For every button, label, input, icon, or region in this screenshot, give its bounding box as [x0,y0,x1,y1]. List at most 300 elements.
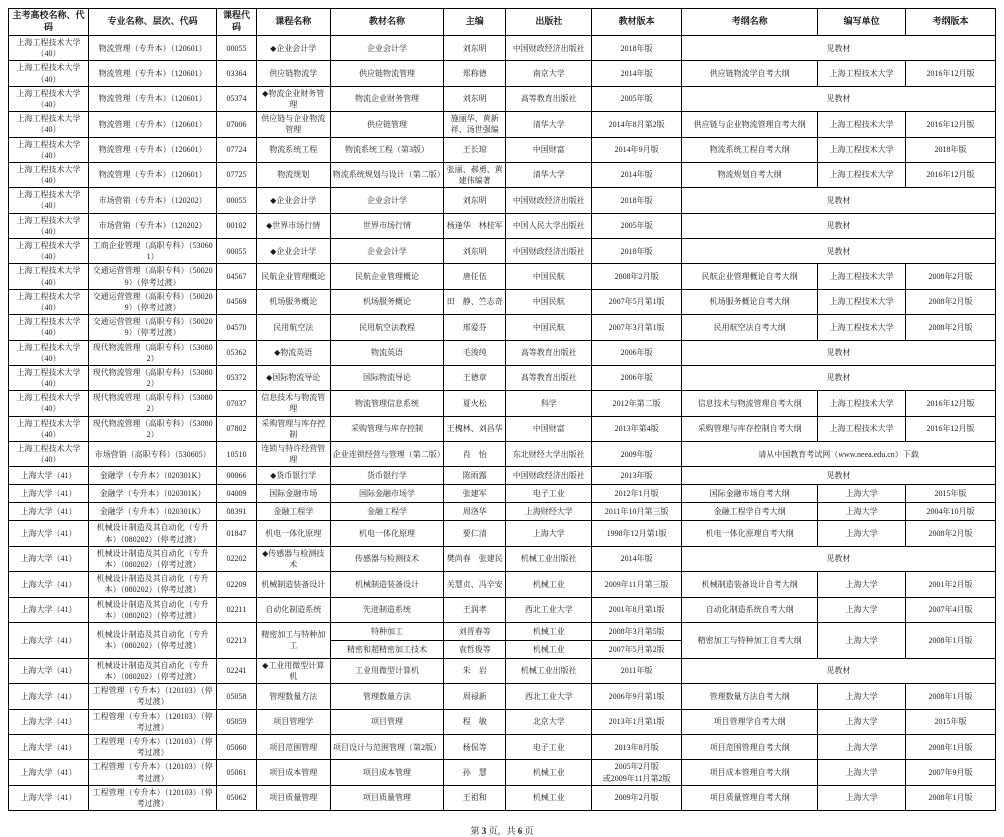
edition-cell: 2007年3月第1版 [592,315,682,340]
major-cell: 金融学（专升本）（020301K） [88,503,216,521]
textbook-cell: 企业会计学 [330,36,444,61]
course-code-cell: 08391 [217,503,256,521]
table-row [9,709,996,734]
outline-version-cell: 2016年12月版 [906,416,996,441]
major-cell: 交通运营管理（高职专科）（500209）（停考过渡） [88,315,216,340]
major-cell: 工商企业管理（高职专科）（530601） [88,239,216,264]
course-code-cell: 02211 [217,597,256,622]
outline-name-cell: 精密加工与特种加工自考大纲 [682,622,818,658]
editor-cell: 杨逢华 林桂军 [444,213,506,238]
publisher-cell: 西北工业大学 [506,684,592,709]
course-name-cell: 精密加工与特种加工 [256,622,330,658]
outline-unit-cell: 上海大学 [818,572,906,597]
school-cell: 上海大学（41） [9,785,89,810]
major-cell: 市场营销（专升本）（120202） [88,213,216,238]
course-code-cell: 07724 [217,137,256,162]
editor-cell: 朱 岩 [444,658,506,683]
edition-cell: 2006年9月第1版 [592,684,682,709]
table-row [9,785,996,810]
course-name-cell: 项目成本管理 [256,760,330,785]
outline-unit-cell: 上海工程技术大学 [818,264,906,289]
editor-cell: 王槐林、刘昌华 [444,416,506,441]
edition-cell: 2012年第二版 [592,391,682,416]
table-row [9,735,996,760]
publisher-cell: 清华大学 [506,162,592,187]
table-row [9,315,996,340]
major-cell: 机械设计制造及其自动化（专升本）（080202）（停考过渡） [88,622,216,658]
major-cell: 机械设计制造及其自动化（专升本）（080202）（停考过渡） [88,597,216,622]
outline-version-cell: 2007年9月版 [906,760,996,785]
page-footer [0,824,1004,837]
course-name-cell: 机电一体化原理 [256,521,330,546]
edition-cell: 2001年8月第1版 [592,597,682,622]
publisher-cell: 科学 [506,391,592,416]
school-cell: 上海工程技术大学（40） [9,239,89,264]
editor-cell: 杨侃等 [444,735,506,760]
editor-cell: 夏火松 [444,391,506,416]
edition-cell: 2006年版 [592,365,682,390]
outline-name-cell: 自动化制造系统自考大纲 [682,597,818,622]
outline-unit-cell: 上海大学 [818,785,906,810]
major-cell: 物流管理（专升本）（120601） [88,86,216,111]
publisher-cell: 高等教育出版社 [506,86,592,111]
school-cell: 上海大学（41） [9,597,89,622]
publisher-cell: 机械工业 [506,640,592,658]
publisher-cell: 机械工业 [506,760,592,785]
course-name-cell: 金融工程学 [256,503,330,521]
outline-version-cell: 2016年12月版 [906,112,996,137]
course-code-cell: 05372 [217,365,256,390]
outline-unit-cell: 上海大学 [818,709,906,734]
major-cell: 机械设计制造及其自动化（专升本）（080202）（停考过渡） [88,546,216,571]
textbook-cell: 国际物流导论 [330,365,444,390]
outline-name-cell: 民用航空法自考大纲 [682,315,818,340]
school-cell: 上海大学（41） [9,467,89,485]
course-name-cell: 物流规划 [256,162,330,187]
course-name-cell: 机械制造装备设计 [256,572,330,597]
textbook-cell: 供应链管理 [330,112,444,137]
textbook-cell: 企业会计学 [330,188,444,213]
column-header: 课程代码 [217,9,256,36]
major-cell: 物流管理（专升本）（120601） [88,36,216,61]
editor-cell: 陈雨露 [444,467,506,485]
course-code-cell: 04009 [217,485,256,503]
course-name-cell: ◆世界市场行情 [256,213,330,238]
outline-name-cell: 机电一体化原理自考大纲 [682,521,818,546]
publisher-cell: 东北财经大学出版社 [506,442,592,467]
outline-version-cell: 2016年12月版 [906,61,996,86]
editor-cell: 田 静、竺志奇 [444,289,506,314]
course-name-cell: ◆物流企业财务管理 [256,86,330,111]
edition-cell: 2009年2月版 [592,785,682,810]
column-header: 课程名称 [256,9,330,36]
publisher-cell: 中国民航 [506,264,592,289]
course-code-cell: 04569 [217,289,256,314]
outline-unit-cell: 上海大学 [818,521,906,546]
outline-unit-cell: 上海工程技术大学 [818,416,906,441]
publisher-cell: 高等教育出版社 [506,340,592,365]
outline-merged-cell: 见教材 [682,36,996,61]
editor-cell: 肖 怡 [444,442,506,467]
outline-name-cell: 项目成本管理自考大纲 [682,760,818,785]
editor-cell: 刘东明 [444,239,506,264]
publisher-cell: 电子工业 [506,485,592,503]
course-code-cell: 07006 [217,112,256,137]
course-code-cell: 03364 [217,61,256,86]
course-name-cell: ◆国际物流导论 [256,365,330,390]
course-code-cell: 04570 [217,315,256,340]
outline-version-cell: 2018年版 [906,137,996,162]
major-cell: 物流管理（专升本）（120601） [88,112,216,137]
edition-cell: 2014年版 [592,61,682,86]
textbook-cell: 工业用微型计算机 [330,658,444,683]
textbook-cell: 机场服务概论 [330,289,444,314]
outline-merged-cell: 见教材 [682,188,996,213]
edition-cell: 2006年版 [592,340,682,365]
table-row [9,188,996,213]
course-code-cell: 00102 [217,213,256,238]
edition-cell: 2014年版 [592,546,682,571]
textbook-cell: 供应链物流管理 [330,61,444,86]
major-cell: 交通运营管理（高职专科）（500209）（停考过渡） [88,289,216,314]
outline-unit-cell: 上海工程技术大学 [818,137,906,162]
outline-name-cell: 民航企业管理概论自考大纲 [682,264,818,289]
column-header: 考纲版本 [906,9,996,36]
school-cell: 上海工程技术大学（40） [9,365,89,390]
outline-unit-cell: 上海大学 [818,684,906,709]
outline-name-cell: 物流规划自考大纲 [682,162,818,187]
textbook-cell: 金融工程学 [330,503,444,521]
course-code-cell: 07037 [217,391,256,416]
table-row [9,162,996,187]
table-row [9,112,996,137]
table-row [9,546,996,571]
footer-page-middle: 页，共 [488,826,516,837]
textbook-cell: 物流管理信息系统 [330,391,444,416]
editor-cell: 樊尚春 张建民 [444,546,506,571]
table-row [9,760,996,785]
outline-unit-cell: 上海工程技术大学 [818,289,906,314]
major-cell: 物流管理（专升本）（120601） [88,61,216,86]
school-cell: 上海工程技术大学（40） [9,36,89,61]
edition-cell: 2013年1月第1版 [592,709,682,734]
outline-name-cell: 项目管理学自考大纲 [682,709,818,734]
outline-unit-cell: 上海工程技术大学 [818,61,906,86]
edition-cell: 2005年版 [592,86,682,111]
publisher-cell: 高等教育出版社 [506,365,592,390]
school-cell: 上海工程技术大学（40） [9,137,89,162]
school-cell: 上海工程技术大学（40） [9,162,89,187]
footer-total-pages: 6 [517,826,523,837]
course-name-cell: 物流系统工程 [256,137,330,162]
major-cell: 金融学（专升本）（020301K） [88,467,216,485]
document-page [0,8,1004,837]
school-cell: 上海工程技术大学（40） [9,188,89,213]
edition-cell: 2012年1月版 [592,485,682,503]
course-name-cell: 连锁与特许经营管理 [256,442,330,467]
editor-cell: 孙 慧 [444,760,506,785]
editor-cell: 周洛华 [444,503,506,521]
outline-merged-cell: 见教材 [682,658,996,683]
major-cell: 工程管理（专升本）（120103）（停考过渡） [88,684,216,709]
outline-unit-cell: 上海大学 [818,503,906,521]
outline-version-cell: 2016年12月版 [906,162,996,187]
publisher-cell: 中国财富 [506,416,592,441]
outline-version-cell: 2008年1月版 [906,684,996,709]
course-code-cell: 05058 [217,684,256,709]
outline-name-cell: 机械制造装备设计自考大纲 [682,572,818,597]
footer-page-prefix: 第 [470,826,480,837]
course-code-cell: 00055 [217,239,256,264]
column-header: 教材名称 [330,9,444,36]
course-name-cell: ◆传感器与检测技术 [256,546,330,571]
course-code-cell: 02209 [217,572,256,597]
course-code-cell: 05062 [217,785,256,810]
table-row [9,416,996,441]
editor-cell: 周禄新 [444,684,506,709]
course-name-cell: 自动化制造系统 [256,597,330,622]
school-cell: 上海工程技术大学（40） [9,340,89,365]
editor-cell: 邢爱芬 [444,315,506,340]
publisher-cell: 中国民航 [506,289,592,314]
table-row [9,442,996,467]
textbook-cell: 物流企业财务管理 [330,86,444,111]
outline-version-cell: 2007年4月版 [906,597,996,622]
table-row [9,572,996,597]
edition-cell: 2018年版 [592,36,682,61]
table-row [9,61,996,86]
edition-cell: 2008年2月版 [592,264,682,289]
outline-name-cell: 项目范围管理自考大纲 [682,735,818,760]
outline-version-cell: 2008年2月版 [906,289,996,314]
school-cell: 上海大学（41） [9,485,89,503]
edition-cell: 2018年版 [592,239,682,264]
school-cell: 上海大学（41） [9,709,89,734]
editor-cell: 刘东明 [444,86,506,111]
school-cell: 上海工程技术大学（40） [9,315,89,340]
table-row [9,658,996,683]
outline-version-cell: 2008年2月版 [906,315,996,340]
outline-unit-cell: 上海大学 [818,622,906,658]
school-cell: 上海工程技术大学（40） [9,213,89,238]
major-cell: 机械设计制造及其自动化（专升本）（080202）（停考过渡） [88,521,216,546]
edition-cell: 2013年第4版 [592,416,682,441]
school-cell: 上海大学（41） [9,622,89,658]
course-code-cell: 01847 [217,521,256,546]
major-cell: 物流管理（专升本）（120601） [88,137,216,162]
outline-name-cell: 机场服务概论自考大纲 [682,289,818,314]
table-row [9,340,996,365]
edition-cell: 2014年版 [592,162,682,187]
school-cell: 上海工程技术大学（40） [9,416,89,441]
table-row [9,521,996,546]
footer-page-suffix: 页 [524,826,534,837]
editor-cell: 毛浚纯 [444,340,506,365]
school-cell: 上海大学（41） [9,735,89,760]
table-row [9,213,996,238]
editor-cell: 王德章 [444,365,506,390]
edition-cell: 1998年12月第1版 [592,521,682,546]
outline-version-cell: 2008年2月版 [906,521,996,546]
course-code-cell: 05061 [217,760,256,785]
editor-cell: 郑称德 [444,61,506,86]
outline-name-cell: 采购管理与库存控制自考大纲 [682,416,818,441]
major-cell: 现代物流管理（高职专科）（530802） [88,365,216,390]
edition-cell: 2007年5月第2版 [592,640,682,658]
school-cell: 上海工程技术大学（40） [9,264,89,289]
textbook-cell: 项目管理 [330,709,444,734]
textbook-cell: 先进制造系统 [330,597,444,622]
publisher-cell: 中国财富 [506,137,592,162]
table-row [9,239,996,264]
table-row [9,684,996,709]
textbook-cell: 民航企业管理概论 [330,264,444,289]
textbook-cell: 企业会计学 [330,239,444,264]
course-name-cell: 供应链物流学 [256,61,330,86]
outline-unit-cell: 上海大学 [818,597,906,622]
outline-version-cell: 2008年2月版 [906,264,996,289]
course-code-cell: 07802 [217,416,256,441]
school-cell: 上海大学（41） [9,503,89,521]
outline-version-cell: 2015年版 [906,709,996,734]
outline-version-cell: 2001年2月版 [906,572,996,597]
course-code-cell: 05060 [217,735,256,760]
editor-cell: 唐任伍 [444,264,506,289]
course-code-cell: 02241 [217,658,256,683]
major-cell: 工程管理（专升本）（120103）（停考过渡） [88,735,216,760]
publisher-cell: 机械工业 [506,622,592,640]
table-row [9,137,996,162]
table-row [9,622,996,640]
edition-cell: 2005年版 [592,213,682,238]
publisher-cell: 上海大学 [506,521,592,546]
textbook-cell: 项目设计与范围管理（第2版） [330,735,444,760]
editor-cell: 刘晋春等 [444,622,506,640]
course-name-cell: ◆工业用微型计算机 [256,658,330,683]
table-row [9,485,996,503]
textbook-cell: 项目成本管理 [330,760,444,785]
textbook-cell: 管理数量方法 [330,684,444,709]
outline-merged-cell: 见教材 [682,86,996,111]
edition-cell: 2005年2月版 或2009年11月第2版 [592,760,682,785]
textbook-cell: 精密和超精密加工技术 [330,640,444,658]
course-name-cell: ◆企业会计学 [256,188,330,213]
course-name-cell: 项目管理学 [256,709,330,734]
major-cell: 现代物流管理（高职专科）（530802） [88,340,216,365]
edition-cell: 2018年版 [592,188,682,213]
course-name-cell: 项目质量管理 [256,785,330,810]
outline-name-cell: 项目质量管理自考大纲 [682,785,818,810]
column-header: 主编 [444,9,506,36]
outline-unit-cell: 上海大学 [818,735,906,760]
school-cell: 上海工程技术大学（40） [9,289,89,314]
outline-unit-cell: 上海大学 [818,760,906,785]
outline-merged-cell: 见教材 [682,546,996,571]
outline-name-cell: 国际金融市场自考大纲 [682,485,818,503]
course-code-cell: 00055 [217,36,256,61]
publisher-cell: 中国财政经济出版社 [506,36,592,61]
school-cell: 上海大学（41） [9,521,89,546]
outline-merged-cell: 见教材 [682,340,996,365]
course-name-cell: 管理数量方法 [256,684,330,709]
publisher-cell: 南京大学 [506,61,592,86]
major-cell: 工程管理（专升本）（120103）（停考过渡） [88,760,216,785]
major-cell: 工程管理（专升本）（120103）（停考过渡） [88,785,216,810]
textbook-cell: 机电一体化原理 [330,521,444,546]
publisher-cell: 中国民航 [506,315,592,340]
school-cell: 上海工程技术大学（40） [9,61,89,86]
school-cell: 上海工程技术大学（40） [9,86,89,111]
editor-cell: 施丽华、黄新祥、汤世强编 [444,112,506,137]
publisher-cell: 上海财经大学 [506,503,592,521]
column-header: 出版社 [506,9,592,36]
course-code-cell: 10510 [217,442,256,467]
major-cell: 交通运营管理（高职专科）（500209）（停考过渡） [88,264,216,289]
editor-cell: 关慧贞、冯辛安 [444,572,506,597]
table-row [9,264,996,289]
edition-cell: 2011年10月第三版 [592,503,682,521]
publisher-cell: 北京大学 [506,709,592,734]
textbook-cell: 物流英语 [330,340,444,365]
publisher-cell: 中国人民大学出版社 [506,213,592,238]
editor-cell: 王祖和 [444,785,506,810]
publisher-cell: 清华大学 [506,112,592,137]
outline-version-cell: 2008年1月版 [906,622,996,658]
column-header: 编写单位 [818,9,906,36]
course-code-cell: 05362 [217,340,256,365]
editor-cell: 王长琼 [444,137,506,162]
textbook-cell: 企业连锁经营与管理（第二版） [330,442,444,467]
editor-cell: 刘东明 [444,36,506,61]
table-row [9,391,996,416]
course-name-cell: 供应链与企业物流管理 [256,112,330,137]
textbook-cell: 货币银行学 [330,467,444,485]
outline-unit-cell: 上海工程技术大学 [818,162,906,187]
school-cell: 上海大学（41） [9,684,89,709]
outline-name-cell: 信息技术与物流管理自考大纲 [682,391,818,416]
course-code-cell: 00066 [217,467,256,485]
course-name-cell: 国际金融市场 [256,485,330,503]
publisher-cell: 中国财政经济出版社 [506,239,592,264]
textbook-cell: 民用航空法教程 [330,315,444,340]
publisher-cell: 中国财政经济出版社 [506,467,592,485]
course-code-cell: 02202 [217,546,256,571]
footer-current-page: 3 [481,826,487,837]
table-row [9,289,996,314]
edition-cell: 2013年版 [592,467,682,485]
publisher-cell: 机械工业出版社 [506,546,592,571]
course-name-cell: ◆企业会计学 [256,36,330,61]
outline-name-cell: 金融工程学自考大纲 [682,503,818,521]
table-row [9,36,996,61]
course-name-cell: 信息技术与物流管理 [256,391,330,416]
column-header: 主考高校名称、代码 [9,9,89,36]
edition-cell: 2007年5月第1版 [592,289,682,314]
table-header-row [9,9,996,36]
outline-version-cell: 2016年12月版 [906,391,996,416]
textbook-cell: 采购管理与库存控制 [330,416,444,441]
outline-version-cell: 2008年1月版 [906,785,996,810]
publisher-cell: 机械工业出版社 [506,658,592,683]
table-row [9,365,996,390]
textbook-cell: 物流系统规划与设计（第二版） [330,162,444,187]
school-cell: 上海大学（41） [9,658,89,683]
school-cell: 上海工程技术大学（40） [9,112,89,137]
table-row [9,467,996,485]
table-row [9,503,996,521]
editor-cell: 王润孝 [444,597,506,622]
edition-cell: 2011年版 [592,658,682,683]
